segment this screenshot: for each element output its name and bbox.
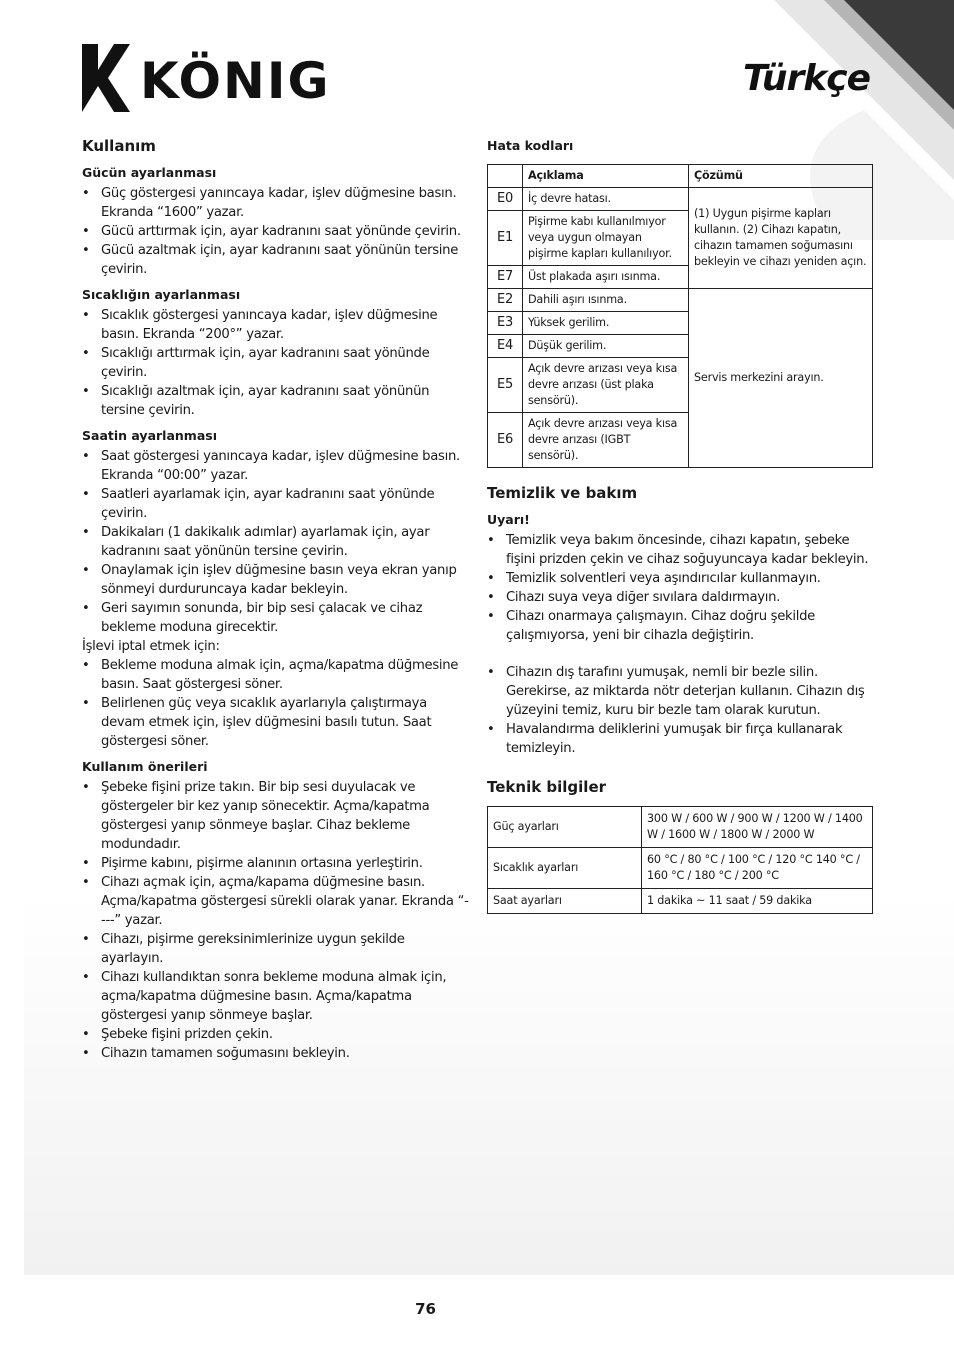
list-item: • Şebeke fişini prizden çekin. — [82, 1025, 470, 1044]
tech-label: Saat ayarları — [488, 889, 642, 914]
cancel-list — [82, 656, 470, 751]
list-item: • Gücü azaltmak için, ayar kadranını saat yönünün tersine çevirin. — [82, 241, 470, 279]
table-header-description: Açıklama — [523, 165, 689, 188]
error-code: E2 — [488, 289, 523, 312]
temperature-heading: Sıcaklığın ayarlanması — [82, 287, 241, 302]
konig-logo — [80, 42, 336, 118]
table-header-code — [488, 165, 523, 188]
cleaning-title: Temizlik ve bakım — [487, 484, 638, 502]
list-item: • Cihazı suya veya diğer sıvılara daldırmayın. — [487, 588, 873, 607]
usage-title: Kullanım — [82, 137, 156, 155]
list-item: • Cihazı, pişirme gereksinimlerinize uygun şekilde ayarlayın. — [82, 930, 470, 968]
error-description: Düşük gerilim. — [523, 335, 689, 358]
power-heading: Gücün ayarlanması — [82, 165, 217, 180]
list-item: • Cihazı kullandıktan sonra bekleme moduna almak için, açma/kapatma düğmesine basın. Açma/kapatma göstergesi yanıp sönmeye başlar. — [82, 968, 470, 1025]
tech-value: 60 °C / 80 °C / 100 °C / 120 °C 140 °C / 160 °C / 180 °C / 200 °C — [642, 848, 873, 889]
error-description: Açık devre arızası veya kısa devre arızası (üst plaka sensörü). — [523, 358, 689, 413]
clock-list — [82, 447, 470, 637]
warning-heading: Uyarı! — [487, 512, 530, 527]
temperature-list — [82, 306, 470, 420]
list-item: • Saat göstergesi yanıncaya kadar, işlev düğmesine basın. Ekranda “00:00” yazar. — [82, 447, 470, 485]
clock-heading: Saatin ayarlanması — [82, 428, 217, 443]
list-item: • Şebeke fişini prize takın. Bir bip sesi duyulacak ve göstergeler bir kez yanıp sönecektir. Açma/kapatma göstergesi yanıp sönmeye başlar. Cihaz bekleme modundadır. — [82, 778, 470, 854]
error-description: Yüksek gerilim. — [523, 312, 689, 335]
list-item: • Belirlenen güç veya sıcaklık ayarlarıyla çalıştırmaya devam etmek için, işlev düğmesini basılı tutun. Saat göstergesi söner. — [82, 694, 470, 751]
table-header-solution: Çözümü — [689, 165, 873, 188]
error-code: E5 — [488, 358, 523, 413]
spacer — [487, 645, 873, 663]
left-column — [82, 137, 470, 1063]
list-item: • Sıcaklığı arttırmak için, ayar kadranını saat yönünde çevirin. — [82, 344, 470, 382]
list-item: • Bekleme moduna almak için, açma/kapatma düğmesine basın. Saat göstergesi söner. — [82, 656, 470, 694]
error-solution-2: Servis merkezini arayın. — [689, 289, 873, 468]
power-list — [82, 184, 470, 279]
tech-table — [487, 806, 873, 914]
error-solution-1: (1) Uygun pişirme kapları kullanın. (2) Cihazı kapatın, cihazın tamamen soğumasını bekleyin ve cihazı yeniden açın. — [689, 188, 873, 289]
list-item: • Güç göstergesi yanıncaya kadar, işlev düğmesine basın. Ekranda “1600” yazar. — [82, 184, 470, 222]
list-item: • Dakikaları (1 dakikalık adımlar) ayarlamak için, ayar kadranını saat yönünün tersine çevirin. — [82, 523, 470, 561]
error-code: E3 — [488, 312, 523, 335]
error-code: E7 — [488, 266, 523, 289]
error-description: Pişirme kabı kullanılmıyor veya uygun olmayan pişirme kapları kullanılıyor. — [523, 211, 689, 266]
error-code: E1 — [488, 211, 523, 266]
error-description: Dahili aşırı ısınma. — [523, 289, 689, 312]
table-row — [488, 188, 873, 211]
error-codes-heading: Hata kodları — [487, 138, 574, 153]
list-item: • Temizlik veya bakım öncesinde, cihazı kapatın, şebeke fişini prizden çekin ve cihaz soğuyuncaya kadar bekleyin. — [487, 531, 873, 569]
tech-title: Teknik bilgiler — [487, 778, 607, 796]
page-number: 76 — [415, 1300, 436, 1318]
list-item: • Gücü arttırmak için, ayar kadranını saat yönünde çevirin. — [82, 222, 470, 241]
table-row — [488, 889, 873, 914]
error-description: Üst plakada aşırı ısınma. — [523, 266, 689, 289]
error-codes-table — [487, 164, 873, 468]
logo-wordmark: KÖNIG — [140, 52, 331, 110]
error-code: E6 — [488, 413, 523, 468]
list-item: • Cihazı onarmaya çalışmayın. Cihaz doğru şekilde çalışmıyorsa, yeni bir cihazla değiştirin. — [487, 607, 873, 645]
warning-list — [487, 531, 873, 645]
table-row — [488, 848, 873, 889]
table-row — [488, 289, 873, 312]
list-item: • Onaylamak için işlev düğmesine basın veya ekran yanıp sönmeyi durduruncaya kadar bekleyin. — [82, 561, 470, 599]
table-header-row — [488, 165, 873, 188]
cancel-label: İşlevi iptal etmek için: — [82, 639, 220, 654]
language-title: Türkçe — [743, 58, 870, 99]
tech-value: 1 dakika ~ 11 saat / 59 dakika — [642, 889, 873, 914]
tips-heading: Kullanım önerileri — [82, 759, 208, 774]
tech-value: 300 W / 600 W / 900 W / 1200 W / 1400 W / 1600 W / 1800 W / 2000 W — [642, 807, 873, 848]
list-item: • Geri sayımın sonunda, bir bip sesi çalacak ve cihaz bekleme moduna girecektir. — [82, 599, 470, 637]
list-item: • Sıcaklığı azaltmak için, ayar kadranını saat yönünün tersine çevirin. — [82, 382, 470, 420]
list-item: • Havalandırma deliklerini yumuşak bir fırça kullanarak temizleyin. — [487, 720, 873, 758]
error-code: E0 — [488, 188, 523, 211]
error-code: E4 — [488, 335, 523, 358]
error-description: İç devre hatası. — [523, 188, 689, 211]
list-item: • Saatleri ayarlamak için, ayar kadranını saat yönünde çevirin. — [82, 485, 470, 523]
right-column — [487, 138, 873, 914]
list-item: • Sıcaklık göstergesi yanıncaya kadar, işlev düğmesine basın. Ekranda “200°” yazar. — [82, 306, 470, 344]
error-description: Açık devre arızası veya kısa devre arızası (IGBT sensörü). — [523, 413, 689, 468]
tips-list — [82, 778, 470, 1063]
list-item: • Cihazın tamamen soğumasını bekleyin. — [82, 1044, 470, 1063]
list-item: • Cihazı açmak için, açma/kapama düğmesine basın. Açma/kapatma göstergesi sürekli olarak yanar. Ekranda “----” yazar. — [82, 873, 470, 930]
list-item: • Cihazın dış tarafını yumuşak, nemli bir bezle silin. Gerekirse, az miktarda nötr deterjan kullanın. Cihazın dış yüzeyini temiz, kuru bir bezle tam olarak kurutun. — [487, 663, 873, 720]
table-row — [488, 807, 873, 848]
tech-label: Güç ayarları — [488, 807, 642, 848]
list-item: • Temizlik solventleri veya aşındırıcılar kullanmayın. — [487, 569, 873, 588]
cleaning-list — [487, 663, 873, 758]
list-item: • Pişirme kabını, pişirme alanının ortasına yerleştirin. — [82, 854, 470, 873]
tech-label: Sıcaklık ayarları — [488, 848, 642, 889]
